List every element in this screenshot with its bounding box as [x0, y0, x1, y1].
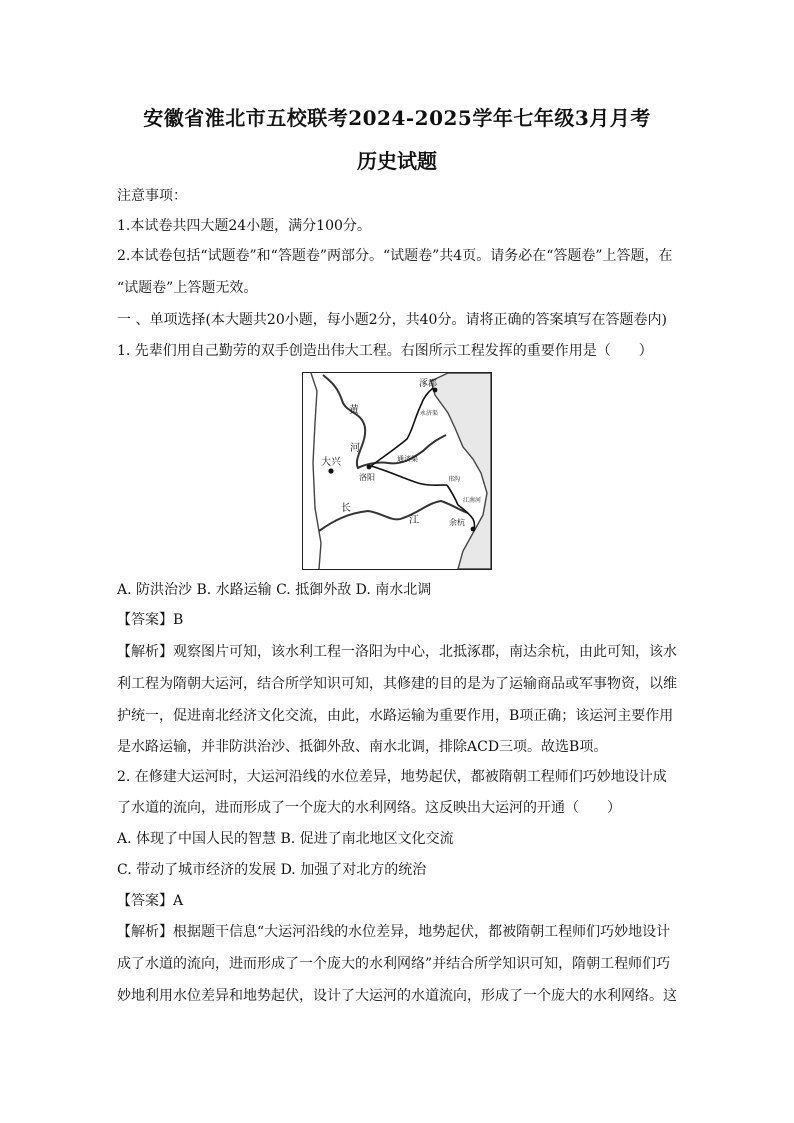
notice-heading: 注意事项：	[117, 188, 187, 204]
grand-canal-map	[302, 372, 492, 570]
question-2-analysis-line-3: 妙地利用水位差异和地势起伏，设计了大运河的水道流向，形成了一个庞大的水利网络。这	[117, 988, 677, 1004]
tongji-canal	[371, 466, 447, 485]
sea-area	[431, 373, 491, 569]
page-subtitle: 历史试题	[357, 149, 437, 173]
question-1-analysis-line-4: 是水路运输，并非防洪治沙、抵御外敌、南水北调，排除ACD三项。故选B项。	[117, 739, 608, 755]
question-1-analysis-line-2: 利工程为隋朝大运河，结合所学知识可知，其修建的目的是为了运输商品或军事物资，以维	[117, 676, 677, 692]
notice-item-1: 1.本试卷共四大题24小题，满分100分。	[117, 218, 371, 234]
label-huang: 黄	[349, 405, 359, 416]
west-boundary	[311, 373, 321, 569]
question-1-stem: 1. 先辈们用自己勤劳的双手创造出伟大工程。右图所示工程发挥的重要作用是（ ）	[117, 343, 653, 359]
question-2-options-line-2: C. 带动了城市经济的发展 D. 加强了对北方的统治	[117, 862, 427, 878]
question-2-answer: 【答案】A	[117, 893, 184, 909]
label-yongjiqu: 永济渠	[420, 410, 439, 417]
page-title: 安徽省淮北市五校联考2024-2025学年七年级3月月考	[143, 106, 651, 130]
question-1-analysis-line-3: 护统一，促进南北经济文化交流，由此，水路运输为重要作用，B项正确；该运河主要作用	[117, 708, 674, 724]
notice-item-2-line-2: “试题卷”上答题无效。	[117, 280, 258, 296]
label-zhuojun: 涿郡	[419, 379, 438, 389]
notice-item-2-line-1: 2.本试卷包括“试题卷”和“答题卷”两部分。“试题卷”共4页。请务必在“答题卷”上答题，在	[117, 248, 673, 264]
question-2-stem-line-1: 2. 在修建大运河时，大运河沿线的水位差异，地势起伏，都被隋朝工程师们巧妙地设计成	[117, 769, 667, 785]
question-2-analysis-line-1: 【解析】根据题干信息“大运河沿线的水位差异，地势起伏，都被隋朝工程师们巧妙地设计	[117, 924, 671, 940]
question-1-analysis-line-1: 【解析】观察图片可知，该水利工程一洛阳为中心，北抵涿郡，南达余杭，由此可知，该水	[117, 644, 677, 660]
label-yuhang: 余杭	[449, 518, 465, 527]
question-1-options: A. 防洪治沙 B. 水路运输 C. 抵御外敌 D. 南水北调	[117, 582, 432, 598]
section-1-title: 一 、单项选择(本大题共20小题，每小题2分，共40分。请将正确的答案填写在答题卷内)	[117, 312, 667, 328]
label-daxing: 大兴	[321, 457, 341, 468]
question-1-answer: 【答案】B	[117, 612, 184, 628]
label-jiangnanhe: 江南河	[463, 497, 482, 504]
label-tongjiqu: 通济渠	[397, 455, 418, 463]
luoyang-dot	[367, 465, 372, 470]
label-chang: 长	[341, 503, 351, 514]
label-he: 河	[350, 443, 360, 454]
label-jiang: 江	[409, 515, 419, 526]
label-luoyang: 洛阳	[359, 473, 375, 482]
label-hangou: 邗沟	[448, 476, 461, 483]
question-2-stem-line-2: 了水道的流向，进而形成了一个庞大的水利网络。这反映出大运河的开通（ ）	[117, 800, 621, 816]
question-2-options-line-1: A. 体现了中国人民的智慧 B. 促进了南北地区文化交流	[117, 831, 454, 847]
daxing-dot	[328, 468, 333, 473]
question-2-analysis-line-2: 成了水道的流向，进而形成了一个庞大的水利网络”并结合所学知识可知，隋朝工程师们巧	[117, 956, 671, 972]
yuhang-dot	[471, 527, 476, 532]
hangou-canal	[447, 485, 458, 505]
